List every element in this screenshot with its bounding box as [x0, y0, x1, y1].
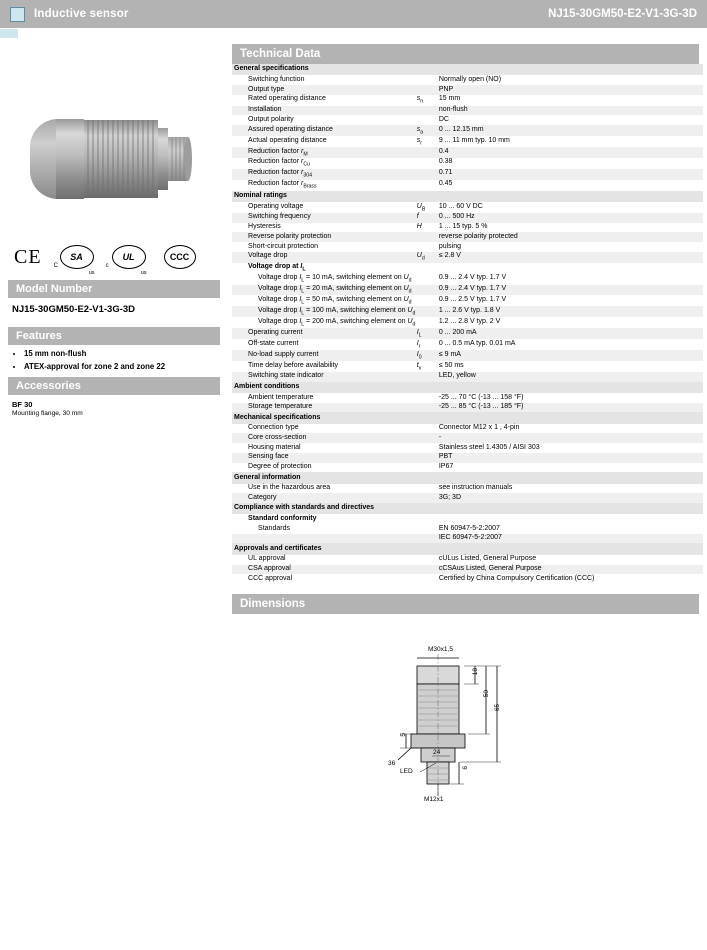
model-number-value: NJ15-30GM50-E2-V1-3G-3D — [12, 304, 136, 315]
table-row — [232, 361, 703, 372]
table-cell-label: Voltage drop $I_L = 10$ mA, switching element on $U_d$ — [246, 274, 437, 285]
table-group-row — [232, 412, 703, 423]
table-cell-symbol — [415, 484, 437, 494]
technical-data-heading: Technical Data — [232, 44, 699, 64]
table-row — [232, 463, 703, 473]
table-cell-label: UL approval — [246, 555, 415, 565]
table-group-row — [232, 64, 703, 75]
table-row — [232, 106, 703, 116]
table-cell-label: Reduction factor $r_{304}$ — [246, 169, 415, 180]
table-row — [232, 136, 703, 147]
table-group-row — [232, 191, 703, 202]
ul-label: UL — [122, 252, 135, 262]
table-row — [232, 252, 703, 263]
table-cell-symbol — [415, 453, 437, 463]
dim-18: 18 — [472, 667, 479, 676]
table-row — [232, 339, 703, 350]
dim-65: 65 — [494, 703, 501, 712]
table-cell-symbol: $I_L$ — [415, 328, 437, 339]
table-row — [232, 180, 703, 191]
right-column — [228, 38, 707, 860]
table-row — [232, 403, 703, 413]
table-row — [232, 574, 703, 584]
table-cell-symbol — [415, 242, 437, 252]
table-group-row — [232, 472, 703, 483]
table-cell-symbol: H — [415, 223, 437, 233]
table-cell-symbol — [415, 493, 437, 503]
table-cell-value: 0.45 — [437, 180, 703, 191]
ul-prefix: c — [105, 263, 109, 269]
table-group-row — [232, 382, 703, 393]
table-cell-label: Installation — [246, 106, 415, 116]
table-cell-value: 1 ... 2.6 V typ. 1.8 V — [437, 306, 703, 317]
table-cell-label: Reduction factor $r_M$ — [246, 147, 415, 158]
table-cell-value: 9 ... 11 mm typ. 10 mm — [437, 136, 703, 147]
table-subgroup-row — [232, 263, 703, 274]
table-cell-symbol — [415, 433, 437, 443]
table-cell-symbol — [415, 169, 437, 180]
table-cell-value: cCSAus Listed, General Purpose — [437, 565, 703, 575]
page-model-number: NJ15-30GM50-E2-V1-3G-3D — [548, 8, 697, 20]
table-cell-value: - — [437, 433, 703, 443]
table-group-label: Approvals and certificates — [232, 543, 703, 554]
table-subgroup-label: Standard conformity — [246, 514, 703, 524]
table-cell-value: non-flush — [437, 106, 703, 116]
table-row — [232, 453, 703, 463]
table-cell-value: ≤ 9 mA — [437, 350, 703, 361]
dim-24: 24 — [433, 748, 441, 756]
table-row — [232, 372, 703, 382]
dimensions-heading: Dimensions — [232, 594, 699, 614]
table-cell-symbol — [415, 232, 437, 242]
table-cell-label: Switching state indicator — [246, 372, 415, 382]
table-cell-value: ≤ 2.8 V — [437, 252, 703, 263]
table-cell-label: Reduction factor $r_{Cu}$ — [246, 158, 415, 169]
table-row — [232, 328, 703, 339]
table-group-label: Mechanical specifications — [232, 412, 703, 423]
table-row — [232, 285, 703, 296]
table-cell-value: DC — [437, 115, 703, 125]
table-row — [232, 85, 703, 95]
table-cell-symbol — [415, 403, 437, 413]
table-cell-value: Connector M12 x 1 , 4-pin — [437, 424, 703, 434]
table-row — [232, 433, 703, 443]
table-cell-label: Connection type — [246, 424, 415, 434]
table-row — [232, 115, 703, 125]
table-row — [232, 158, 703, 169]
table-cell-symbol — [415, 372, 437, 382]
table-cell-label: Output polarity — [246, 115, 415, 125]
table-cell-symbol — [415, 85, 437, 95]
table-cell-value: 0 ... 0.5 mA typ. 0.01 mA — [437, 339, 703, 350]
dimension-diagram — [228, 620, 707, 860]
table-group-label: General specifications — [232, 64, 703, 75]
table-row — [232, 213, 703, 223]
table-cell-label: Switching function — [246, 75, 415, 85]
table-cell-label: Use in the hazardous area — [246, 484, 415, 494]
table-cell-symbol — [415, 524, 437, 534]
table-cell-value: IEC 60947-5-2:2007 — [437, 534, 703, 544]
accessories-heading: Accessories — [8, 377, 220, 395]
table-cell-label: Housing material — [246, 443, 415, 453]
table-cell-label: Voltage drop $I_L = 100$ mA, switching element on $U_d$ — [246, 306, 437, 317]
accessory-description: Mounting flange, 30 mm — [12, 410, 83, 417]
sensor-illustration — [0, 44, 228, 234]
table-cell-label: Time delay before availability — [246, 361, 415, 372]
table-row — [232, 274, 703, 285]
table-cell-value: see instruction manuals — [437, 484, 703, 494]
table-cell-symbol: $s_r$ — [415, 136, 437, 147]
table-cell-value: Normally open (NO) — [437, 75, 703, 85]
table-row — [232, 169, 703, 180]
table-cell-value: EN 60947-5-2:2007 — [437, 524, 703, 534]
page-title: Inductive sensor — [34, 8, 129, 20]
dim-led: LED — [400, 767, 413, 775]
table-cell-value: 3G; 3D — [437, 493, 703, 503]
table-cell-symbol — [415, 75, 437, 85]
table-cell-symbol: $U_d$ — [415, 252, 437, 263]
table-group-label: Compliance with standards and directives — [232, 503, 703, 514]
table-subgroup-label: Voltage drop at $I_L$ — [246, 263, 703, 274]
table-cell-value: 0.9 ... 2.5 V typ. 1.7 V — [437, 295, 703, 306]
table-row — [232, 350, 703, 361]
table-cell-label: Off-state current — [246, 339, 415, 350]
dim-50: 50 — [483, 689, 490, 698]
table-cell-label: Operating voltage — [246, 202, 415, 213]
table-cell-symbol — [415, 443, 437, 453]
csa-suffix: us — [88, 270, 95, 276]
table-row — [232, 534, 703, 544]
ul-suffix: us — [140, 270, 147, 276]
table-row — [232, 306, 703, 317]
left-column — [0, 38, 228, 860]
features-list — [0, 349, 228, 371]
table-group-label: Ambient conditions — [232, 382, 703, 393]
table-cell-value: 0.38 — [437, 158, 703, 169]
table-row — [232, 317, 703, 328]
table-row — [232, 295, 703, 306]
table-row — [232, 95, 703, 106]
table-cell-label: Voltage drop — [246, 252, 415, 263]
table-cell-value: 0.9 ... 2.4 V typ. 1.7 V — [437, 285, 703, 296]
table-cell-label: Degree of protection — [246, 463, 415, 473]
table-cell-value: 10 ... 60 V DC — [437, 202, 703, 213]
table-cell-symbol — [415, 180, 437, 191]
table-cell-symbol: $I_r$ — [415, 339, 437, 350]
accessories-list — [0, 395, 228, 427]
table-cell-symbol: f — [415, 213, 437, 223]
table-cell-value: ≤ 50 ms — [437, 361, 703, 372]
table-cell-value: 1.2 ... 2.8 V typ. 2 V — [437, 317, 703, 328]
table-row — [232, 75, 703, 85]
dim-thread-bottom: M12x1 — [424, 795, 444, 803]
table-row — [232, 202, 703, 213]
table-cell-symbol — [415, 565, 437, 575]
table-row — [232, 493, 703, 503]
list-item: • ATEX-approval for zone 2 and zone 22 — [24, 362, 228, 371]
technical-data-table — [232, 64, 703, 584]
csa-mark — [53, 245, 95, 276]
table-cell-symbol: $t_v$ — [415, 361, 437, 372]
table-cell-label: Actual operating distance — [246, 136, 415, 147]
table-cell-label: Switching frequency — [246, 213, 415, 223]
table-cell-value: cULus Listed, General Purpose — [437, 555, 703, 565]
table-cell-label: Voltage drop $I_L = 200$ mA, switching element on $U_d$ — [246, 317, 437, 328]
approval-marks — [0, 234, 228, 280]
table-cell-symbol — [415, 463, 437, 473]
table-cell-symbol — [415, 393, 437, 403]
table-cell-value: 0 ... 200 mA — [437, 328, 703, 339]
table-cell-value: pulsing — [437, 242, 703, 252]
table-cell-label: Operating current — [246, 328, 415, 339]
table-cell-label: No-load supply current — [246, 350, 415, 361]
table-row — [232, 484, 703, 494]
table-row — [232, 555, 703, 565]
dim-thread-top: M30x1,5 — [428, 645, 453, 653]
table-cell-label: Rated operating distance — [246, 95, 415, 106]
table-cell-label: Standards — [246, 524, 415, 534]
table-cell-symbol — [415, 147, 437, 158]
ccc-mark: CCC — [164, 245, 196, 269]
table-cell-symbol — [415, 115, 437, 125]
table-cell-symbol — [415, 555, 437, 565]
table-row — [232, 232, 703, 242]
table-row — [232, 223, 703, 233]
table-cell-label: Hysteresis — [246, 223, 415, 233]
table-cell-value: Certified by China Compulsory Certification (CCC) — [437, 574, 703, 584]
table-cell-label: Category — [246, 493, 415, 503]
model-number-heading: Model Number — [8, 280, 220, 298]
table-cell-label: Reduction factor $r_{Brass}$ — [246, 180, 415, 191]
table-cell-label: CSA approval — [246, 565, 415, 575]
csa-prefix: C — [53, 263, 58, 269]
page-header — [0, 0, 707, 29]
table-cell-label: Short-circuit protection — [246, 242, 415, 252]
dimensions-drawing — [228, 620, 707, 860]
table-cell-value: reverse polarity protected — [437, 232, 703, 242]
table-group-label: General information — [232, 472, 703, 483]
table-group-row — [232, 543, 703, 554]
table-cell-value: -25 ... 85 °C (-13 ... 185 °F) — [437, 403, 703, 413]
table-row — [232, 242, 703, 252]
table-cell-label: Output type — [246, 85, 415, 95]
table-cell-value: PBT — [437, 453, 703, 463]
table-cell-label: Assured operating distance — [246, 125, 415, 136]
csa-label: SA — [70, 252, 83, 262]
table-cell-label: Sensing face — [246, 453, 415, 463]
sensor-icon — [10, 7, 25, 22]
table-cell-label: Voltage drop $I_L = 50$ mA, switching element on $U_d$ — [246, 295, 437, 306]
header-accent-rest — [18, 29, 707, 38]
ul-mark — [105, 245, 147, 276]
table-cell-value: 1 ... 15 typ. 5 % — [437, 223, 703, 233]
table-cell-value: 0.4 — [437, 147, 703, 158]
header-accent-bar — [0, 29, 707, 38]
table-cell-value: PNP — [437, 85, 703, 95]
product-photo — [0, 44, 228, 234]
table-cell-label: Voltage drop $I_L = 20$ mA, switching element on $U_d$ — [246, 285, 437, 296]
list-item: • 15 mm non-flush — [24, 349, 228, 358]
table-row — [232, 565, 703, 575]
table-row — [232, 393, 703, 403]
table-cell-value: 0 ... 12.15 mm — [437, 125, 703, 136]
table-cell-symbol: $s_n$ — [415, 95, 437, 106]
features-heading: Features — [8, 327, 220, 345]
table-cell-label: Storage temperature — [246, 403, 415, 413]
table-cell-symbol — [415, 158, 437, 169]
header-accent-block — [0, 29, 18, 38]
table-group-label: Nominal ratings — [232, 191, 703, 202]
table-cell-symbol: $U_B$ — [415, 202, 437, 213]
table-cell-value: LED, yellow — [437, 372, 703, 382]
table-row — [232, 443, 703, 453]
accessory-name: BF 30 — [12, 400, 33, 409]
table-cell-symbol — [415, 534, 437, 544]
table-cell-symbol — [415, 424, 437, 434]
table-cell-symbol — [415, 106, 437, 116]
table-row — [232, 524, 703, 534]
ce-mark: CE — [14, 245, 42, 268]
dim-6: 6 — [462, 765, 469, 770]
table-row — [232, 147, 703, 158]
table-cell-label: Ambient temperature — [246, 393, 415, 403]
table-cell-value: IP67 — [437, 463, 703, 473]
table-cell-value: 0.9 ... 2.4 V typ. 1.7 V — [437, 274, 703, 285]
table-cell-label: CCC approval — [246, 574, 415, 584]
dim-36: 36 — [388, 759, 396, 767]
table-cell-label: Reverse polarity protection — [246, 232, 415, 242]
table-subgroup-row — [232, 514, 703, 524]
table-cell-value: Stainless steel 1.4305 / AISI 303 — [437, 443, 703, 453]
table-cell-value: 0.71 — [437, 169, 703, 180]
table-cell-symbol: $I_0$ — [415, 350, 437, 361]
dim-5: 5 — [400, 732, 407, 737]
table-row — [232, 125, 703, 136]
table-cell-value: -25 ... 70 °C (-13 ... 158 °F) — [437, 393, 703, 403]
table-row — [232, 424, 703, 434]
table-cell-symbol — [415, 574, 437, 584]
table-cell-value: 0 ... 500 Hz — [437, 213, 703, 223]
table-cell-value: 15 mm — [437, 95, 703, 106]
table-cell-label — [246, 534, 415, 544]
table-cell-label: Core cross-section — [246, 433, 415, 443]
table-cell-symbol: $s_a$ — [415, 125, 437, 136]
table-group-row — [232, 503, 703, 514]
